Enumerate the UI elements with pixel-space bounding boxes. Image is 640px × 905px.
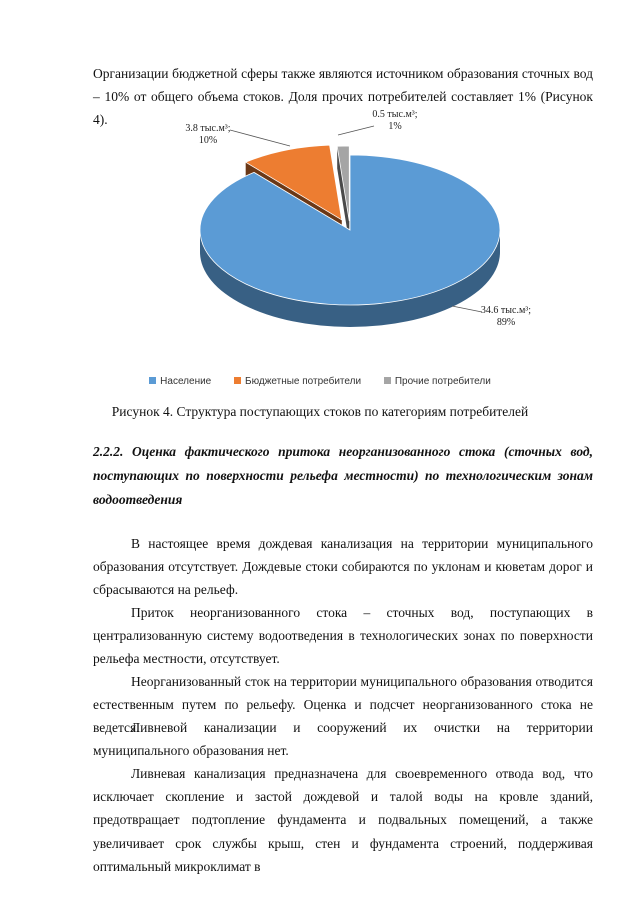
- section-heading: 2.2.2. Оценка фактического притока неорганизованного стока (сточных вод, поступающих по поверхности рельефа местности) по технологическим зонам водоотведения: [93, 444, 593, 507]
- paragraph-5: Ливневая канализация предназначена для своевременного отвода вод, что исключает скопление и застой дождевой и талой воды на кровле зданий, предотвращает подтопление фундамента и подвальных помещений, а также увеличивает срок службы крыш, стен и фундамента строений, поддерживая оптимальный микроклимат в: [93, 766, 593, 874]
- intro-paragraph: Организации бюджетной сферы также являются источником образования сточных вод – 10% от общего объема стоков. Доля прочих потребителей составляет 1% (Рисунок 4).: [93, 66, 593, 128]
- leader-line-budget: [230, 130, 290, 146]
- legend-item-other: [384, 376, 491, 387]
- paragraph-1: В настоящее время дождевая канализация на территории муниципального образования отсутствует. Дождевые стоки собираются по уклонам и кюветам дорог и сбрасываются на рельеф.: [93, 536, 593, 598]
- pie-slice-population: [200, 155, 500, 305]
- legend-label-budget: Бюджетные потребители: [245, 376, 362, 387]
- paragraph-3: Неорганизованный сток на территории муниципального образования отводится естественным путем по рельефу. Оценка и подсчет неорганизованного стока не ведется.: [93, 674, 593, 736]
- chart-legend: [0, 376, 640, 387]
- leader-line-other: [338, 126, 374, 135]
- figure-caption: Рисунок 4. Структура поступающих стоков по категориям потребителей: [111, 404, 529, 419]
- data-label-value-budget: 3.8 тыс.м³;: [185, 123, 231, 134]
- legend-label-population: Население: [160, 376, 212, 387]
- legend-item-budget: [234, 376, 361, 387]
- legend-swatch-population: [149, 377, 156, 384]
- data-label-percent-budget: 10%: [198, 135, 218, 146]
- paragraph-2: Приток неорганизованного стока – сточных вод, поступающих в централизованную систему водоотведения в технологических зонах по поверхности рельефа местности, отсутствует.: [93, 605, 593, 667]
- data-label-value-other: 0.5 тыс.м³;: [372, 109, 418, 120]
- pie-chart: [130, 100, 550, 400]
- legend-item-population: [149, 376, 211, 387]
- data-label-percent-other: 1%: [388, 121, 402, 132]
- data-label-value-population: 34.6 тыс.м³;: [480, 305, 532, 316]
- paragraph-4: Ливневой канализации и сооружений их очистки на территории муниципального образования нет.: [93, 720, 593, 759]
- legend-swatch-other: [384, 377, 391, 384]
- data-label-percent-population: 89%: [496, 317, 516, 328]
- legend-swatch-budget: [234, 377, 241, 384]
- legend-label-other: Прочие потребители: [394, 376, 491, 387]
- leader-line-population: [452, 306, 482, 312]
